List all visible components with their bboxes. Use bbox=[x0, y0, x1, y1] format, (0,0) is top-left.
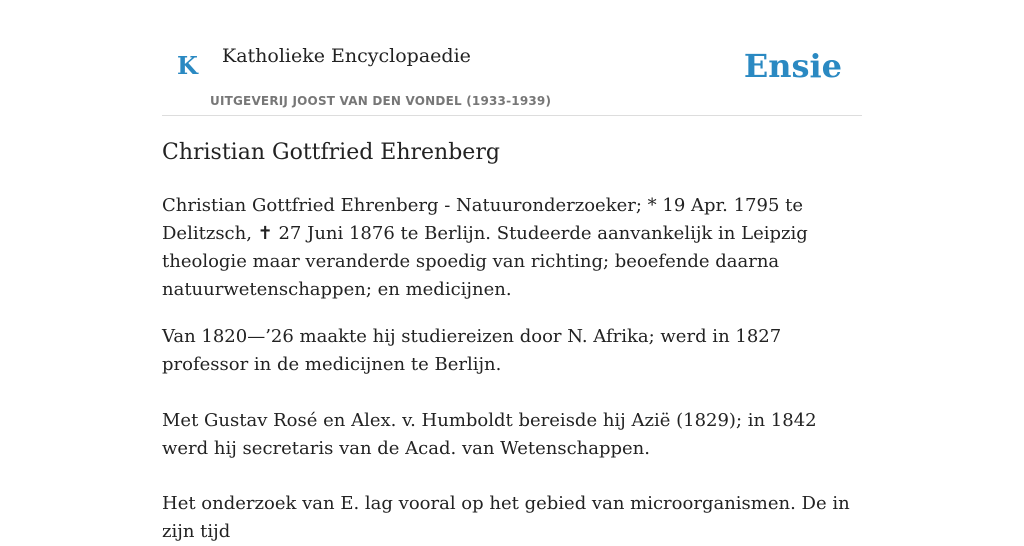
book-title-link[interactable]: Katholieke Encyclopaedie bbox=[222, 45, 471, 67]
header bbox=[162, 0, 862, 116]
article-paragraph: Het onderzoek van E. lag vooral op het gebied van microorganismen. De in zijn tijd bbox=[162, 493, 850, 542]
ensie-brand-link[interactable]: Ensie bbox=[743, 47, 842, 85]
article-body bbox=[162, 192, 862, 546]
encyclopedia-logo[interactable]: K bbox=[177, 51, 198, 80]
article-paragraph: Christian Gottfried Ehrenberg - Natuuronderzoeker; * 19 Apr. 1795 te Delitzsch, ✝ 27 Juni 1876 te Berlijn. Studeerde aanvankelijk in Leipzig theologie maar veranderde spoedig van richting; beoefende daarna natuurwetenschappen; en medicijnen. bbox=[162, 195, 808, 300]
page bbox=[162, 0, 862, 542]
article-title: Christian Gottfried Ehrenberg bbox=[162, 140, 500, 165]
article-paragraph: Met Gustav Rosé en Alex. v. Humboldt bereisde hij Azië (1829); in 1842 werd hij secretaris van de Acad. van Wetenschappen. bbox=[162, 410, 817, 459]
article-paragraph: Van 1820—’26 maakte hij studiereizen door N. Afrika; werd in 1827 professor in de medicijnen te Berlijn. bbox=[162, 326, 782, 375]
publisher-label: UITGEVERIJ JOOST VAN DEN VONDEL (1933-1939) bbox=[210, 94, 552, 108]
